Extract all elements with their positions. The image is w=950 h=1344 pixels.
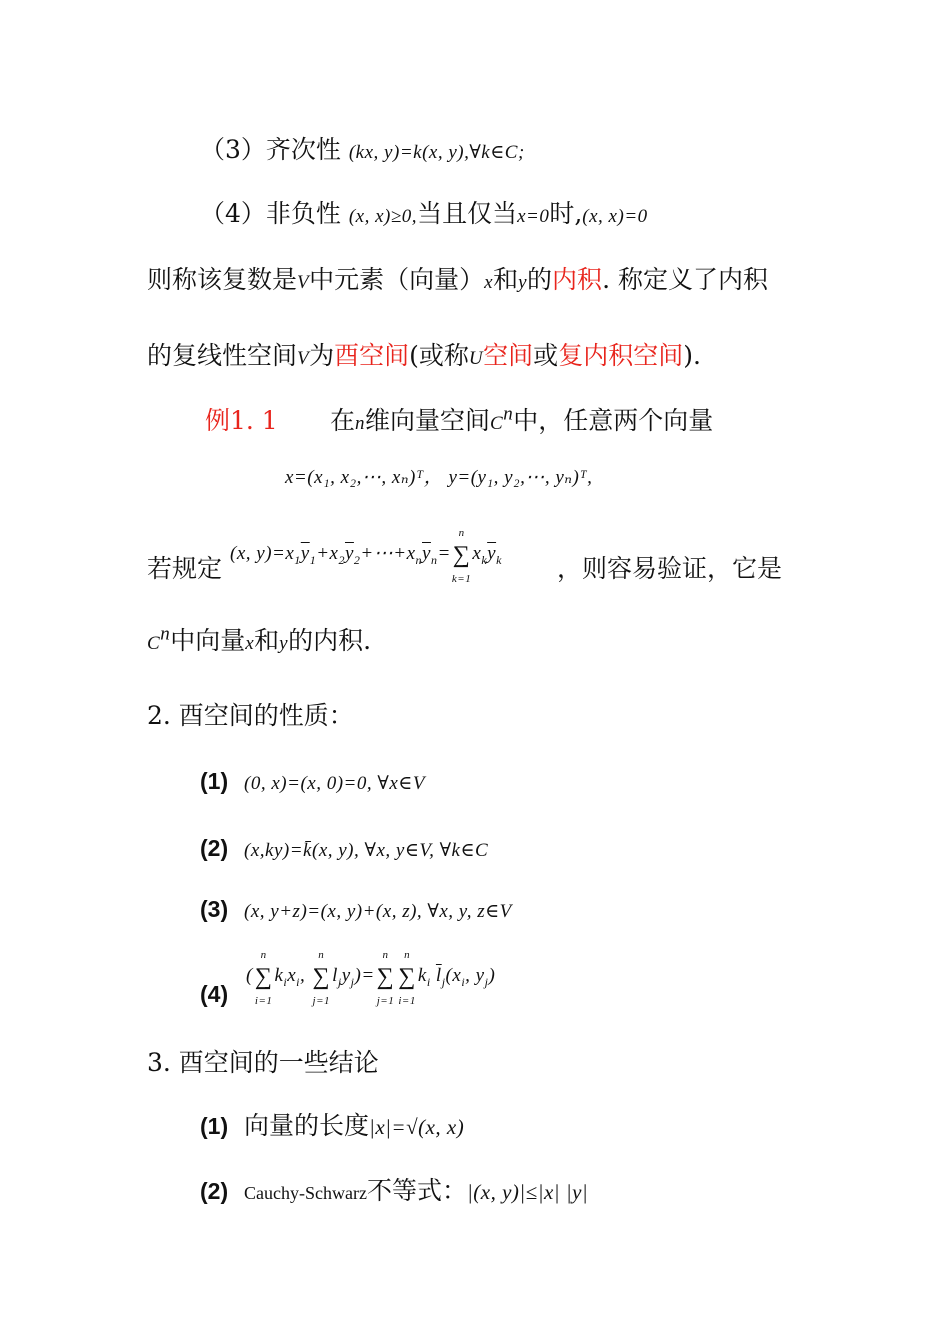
section-2-title: 2. 酉空间的性质：	[147, 701, 354, 730]
item-number: (2)	[200, 1178, 229, 1204]
term-inner-product: 内积	[552, 265, 603, 294]
formula: (x, x)=0	[582, 206, 648, 227]
text: 的	[527, 265, 553, 294]
var-y: y	[518, 272, 528, 293]
example-conclusion	[147, 625, 371, 660]
formula: (0, x)=(x, 0)=0, ∀x∈V	[244, 773, 425, 794]
text: 时,	[549, 199, 583, 228]
var-v: V	[297, 348, 310, 369]
inner-product-formula: (x, $y)=x_1\overline{y}_1+x_2\overline{y}_2+\cdots+x_n\overline{y}_n=$ n ∑ k=1 $x_k\overline{y}_k$	[230, 526, 502, 585]
text: 中元素（向量）	[309, 265, 485, 294]
property-non-negativity	[200, 198, 648, 233]
formula: |x|=√(x, x)	[369, 1115, 465, 1139]
formula: (kx, y)=k(x, y),∀k∈C;	[348, 142, 525, 163]
item-number: (4)	[200, 981, 229, 1007]
var-c: C	[490, 413, 504, 434]
text: 不等式：	[366, 1176, 467, 1205]
text: 或	[533, 341, 559, 370]
text: 中，任意两个向量	[513, 406, 714, 435]
var-y: y	[279, 633, 289, 654]
term-unitary-space: 酉空间	[334, 341, 410, 370]
property-4-label	[200, 978, 228, 1010]
conclusion-1	[200, 1110, 464, 1143]
text: 为	[309, 341, 335, 370]
term-u-space: 空间	[483, 341, 534, 370]
definition-line	[147, 553, 222, 585]
example-heading	[205, 405, 278, 437]
term-complex-inner-product-space: 复内积空间	[558, 341, 684, 370]
text: 向量的长度	[244, 1111, 370, 1140]
item-label: （3）齐次性	[200, 135, 341, 164]
text: 若规定	[147, 554, 223, 583]
text: 的复线性空间	[147, 341, 298, 370]
vector-definitions: x=(x₁, x₂,⋯, xₙ)ᵀ， y=(y₁, y₂,⋯, yₙ)ᵀ,	[285, 467, 593, 488]
property-4-formula: ( n ∑ i=1 $k_ix_i$, n ∑ j=1 $l_jy_j)=$ n ∑ j=1 n ∑ i=1 $k_i$ $\overline{l}_j(x_i$, $y_j$)	[246, 948, 496, 1007]
var-u: U	[468, 348, 484, 369]
text: 在	[330, 406, 356, 435]
text: . 称定义了内积	[602, 265, 768, 294]
var-c: C	[147, 633, 161, 654]
example-label: 例1. 1	[205, 406, 278, 435]
superscript: n	[503, 403, 514, 425]
var-x: x	[484, 272, 494, 293]
paragraph-line-1	[147, 264, 768, 299]
formula: (x, y+z)=(x, y)+(x, z), ∀x, y, z∈V	[244, 901, 512, 922]
property-2	[200, 832, 488, 867]
example-statement	[330, 405, 713, 440]
section-3-title: 3. 酉空间的一些结论	[147, 1048, 379, 1077]
text: 中向量	[170, 626, 246, 655]
text: 的内积.	[288, 626, 372, 655]
text: 和	[254, 626, 280, 655]
item-label: （4）非负性	[200, 199, 341, 228]
formula: (x, x)≥0,	[348, 206, 418, 227]
conclusion-2	[200, 1175, 588, 1209]
definition-tail	[557, 553, 782, 585]
item-number: (1)	[200, 768, 229, 794]
superscript: n	[160, 623, 171, 645]
var-x: x	[245, 633, 255, 654]
item-number: (3)	[200, 896, 229, 922]
text: 则称该复数是	[147, 265, 298, 294]
text: ).	[683, 341, 701, 370]
var-n: n	[355, 413, 366, 434]
property-1	[200, 765, 425, 800]
text: 维向量空间	[365, 406, 491, 435]
item-number: (2)	[200, 835, 229, 861]
text: ，则容易验证，它是	[557, 554, 783, 583]
condition: x=0	[517, 206, 550, 227]
text: 当且仅当	[417, 199, 518, 228]
item-number: (1)	[200, 1113, 229, 1139]
text: (或称	[409, 341, 469, 370]
var-v: V	[297, 272, 310, 293]
paragraph-line-2	[147, 340, 701, 375]
formula: |(x, y)|≤|x| |y|	[467, 1180, 589, 1204]
theorem-name: Cauchy-Schwarz	[244, 1183, 367, 1203]
formula: (x,ky)=k̄(x, y), ∀x, y∈V, ∀k∈C	[244, 840, 489, 861]
property-homogeneity	[200, 134, 525, 169]
property-3	[200, 893, 512, 928]
text: 和	[493, 265, 519, 294]
